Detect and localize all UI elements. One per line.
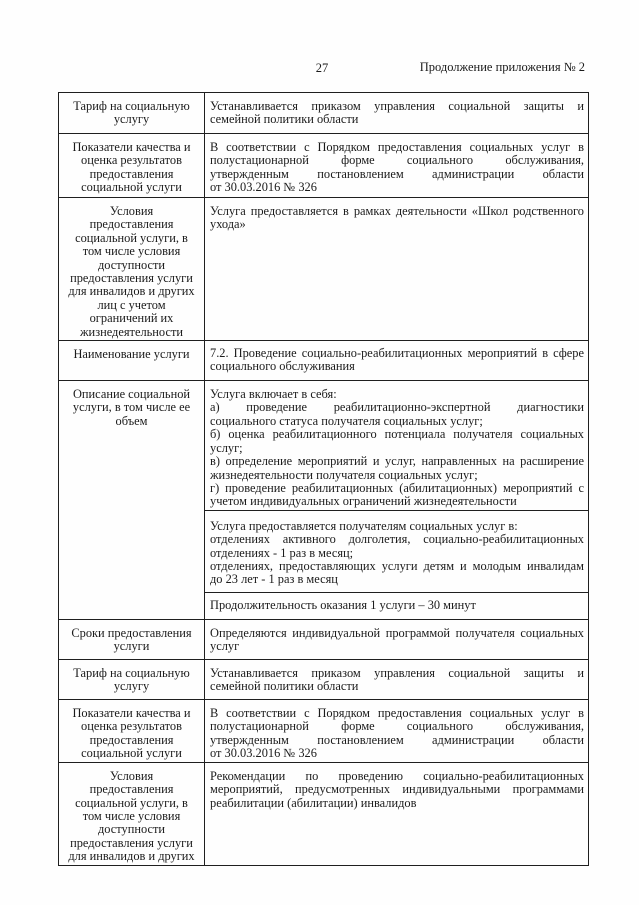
text-line: услуги (113, 639, 150, 654)
text-line: доступности (97, 822, 166, 837)
text-line: Условия (109, 768, 154, 783)
text-line: Рекомендации по проведению социально-реабилитационных (210, 768, 584, 783)
text-line: мероприятий, предусмотренных индивидуальными программами (210, 782, 584, 797)
text-line: в) определение мероприятий и услуг, направленных на расширение (210, 454, 584, 469)
row-content-cell (205, 762, 589, 865)
text-line: оценка результатов (81, 153, 182, 168)
text-line: предоставления услуги (70, 271, 193, 286)
row-provision-conditions-2 (59, 762, 589, 865)
service-composition-cell (205, 381, 589, 511)
text-line: Услуга предоставляется в рамках деятельности «Школ родственного (210, 204, 584, 218)
text-line: том числе условия (82, 244, 181, 259)
text-line: Показатели качества и (72, 140, 191, 154)
service-duration-cell (205, 592, 589, 619)
text-line: оценка результатов (81, 719, 182, 734)
text-line: утвержденным постановлением администрации области (210, 166, 584, 181)
text-line: утвержденным постановлением администрации области (210, 732, 584, 747)
text-line: отделениях - 1 раз в месяц; (210, 545, 354, 560)
row-label-cell (59, 134, 205, 198)
text-line: от 30.03.2016 № 326 (210, 745, 317, 760)
text-line: полустационарной форме социального обслуживания, (210, 153, 584, 168)
text-line: объем (115, 413, 148, 428)
text-line: услуги, в том числе ее (72, 400, 191, 415)
paragraph (210, 482, 584, 509)
social-service-table (58, 92, 589, 866)
paragraph (210, 627, 584, 654)
text-line: до 23 лет - 1 раз в месяц (210, 572, 338, 587)
text-line: полустационарной форме социального обслуживания, (210, 719, 584, 734)
text-line: Показатели качества и (72, 705, 191, 720)
paragraph (210, 428, 584, 455)
text-line: Устанавливается приказом управления социальной защиты и (210, 665, 584, 680)
text-line: В соответствии с Порядком предоставления социальных услуг в (210, 140, 584, 154)
row-content-cell (205, 93, 589, 134)
row-quality-indicators-2 (59, 699, 589, 762)
text-line: Сроки предоставления (71, 625, 192, 640)
text-line: учетом индивидуальных ограничений жизнедеятельности (210, 494, 517, 509)
text-line: социальной услуги, в (75, 230, 188, 245)
text-line: В соответствии с Порядком предоставления социальных услуг в (210, 705, 584, 720)
row-label-cell (59, 762, 205, 865)
text-line: жизнедеятельности (80, 324, 183, 339)
text-line: Описание социальной (72, 387, 191, 402)
paragraph (210, 707, 584, 761)
text-line: ограничений их (89, 311, 174, 326)
row-label-cell (59, 659, 205, 699)
text-line: а) проведение реабилитационно-экспертной диагностики (210, 400, 584, 415)
paragraph (210, 347, 584, 374)
text-line: отделениях активного долголетия, социально-реабилитационных (210, 532, 584, 547)
text-line: предоставления (89, 166, 174, 181)
row-label-cell (59, 198, 205, 341)
paragraph (210, 533, 584, 560)
text-line: услуг; (210, 440, 243, 455)
service-frequency-cell (205, 510, 589, 592)
row-label-cell (59, 341, 205, 381)
paragraph (210, 141, 584, 195)
row-label-cell (59, 699, 205, 762)
text-line: социальной услуги (81, 180, 182, 195)
row-tariff-2 (59, 659, 589, 699)
row-service-name (59, 341, 589, 381)
text-line: Условия (109, 204, 154, 218)
row-tariff (59, 93, 589, 134)
row-content-cell (205, 198, 589, 341)
text-line: Продолжительность оказания 1 услуги – 30 минут (210, 597, 476, 612)
text-line: предоставления (89, 732, 174, 747)
text-line: реабилитации (абилитации) инвалидов (210, 795, 417, 810)
text-line: Наименование услуги (73, 347, 190, 362)
text-line: социального статуса получателя социальных услуг; (210, 413, 483, 428)
text-line: Тариф на социальную (73, 99, 190, 113)
row-label-cell (59, 619, 205, 659)
text-line: 7.2. Проведение социально-реабилитационных мероприятий в сфере (210, 346, 584, 361)
row-provision-conditions (59, 198, 589, 341)
text-line: услугу (113, 112, 150, 127)
text-line: услугу (113, 679, 150, 694)
text-line: от 30.03.2016 № 326 (210, 180, 317, 195)
row-content-cell (205, 619, 589, 659)
text-line: предоставления услуги (70, 835, 193, 850)
page-number: 27 (315, 61, 329, 75)
text-line: Определяются индивидуальной программой получателя социальных (210, 625, 584, 640)
paragraph (210, 667, 584, 694)
text-line: б) оценка реабилитационного потенциала получателя социальных (210, 427, 584, 442)
text-line: для инвалидов и других (68, 284, 195, 299)
paragraph (210, 205, 584, 232)
row-content-cell (205, 134, 589, 198)
text-line: ухода» (210, 217, 246, 232)
text-line: услуг (210, 639, 240, 654)
text-line: социальной услуги, в (75, 795, 188, 810)
text-line: семейной политики области (210, 679, 359, 694)
paragraph (210, 455, 584, 482)
text-line: предоставления (89, 217, 174, 232)
row-content-cell (205, 659, 589, 699)
text-line: жизнедеятельности получателя социальных услуг; (210, 467, 478, 482)
text-line: отделениях, предоставляющих услуги детям и молодым инвалидам (210, 558, 584, 573)
row-content-cell (205, 699, 589, 762)
row-label-cell (59, 381, 205, 620)
paragraph (210, 401, 584, 428)
text-line: лиц с учетом (97, 297, 166, 312)
text-line: социального обслуживания (210, 359, 355, 374)
text-line: социальной услуги (81, 745, 182, 760)
text-line: Устанавливается приказом управления социальной защиты и (210, 99, 584, 113)
text-line: для инвалидов и других (68, 849, 195, 864)
paragraph (210, 599, 584, 612)
paragraph (210, 520, 584, 533)
row-service-description (59, 381, 589, 511)
row-quality-indicators (59, 134, 589, 198)
text-line: семейной политики области (210, 112, 359, 127)
row-provision-terms (59, 619, 589, 659)
paragraph (210, 100, 584, 127)
appendix-continuation-note: Продолжение приложения № 2 (419, 60, 585, 74)
text-line: Услуга включает в себя: (210, 387, 337, 402)
row-content-cell (205, 341, 589, 381)
row-label-cell (59, 93, 205, 134)
paragraph (210, 388, 584, 401)
text-line: предоставления (89, 782, 174, 797)
text-line: г) проведение реабилитационных (абилитационных) мероприятий с (210, 480, 584, 495)
text-line: Тариф на социальную (73, 665, 190, 680)
paragraph (210, 560, 584, 587)
text-line: Услуга предоставляется получателям социальных услуг в: (210, 518, 518, 533)
text-line: доступности (97, 257, 166, 272)
paragraph (210, 770, 584, 810)
text-line: том числе условия (82, 808, 181, 823)
